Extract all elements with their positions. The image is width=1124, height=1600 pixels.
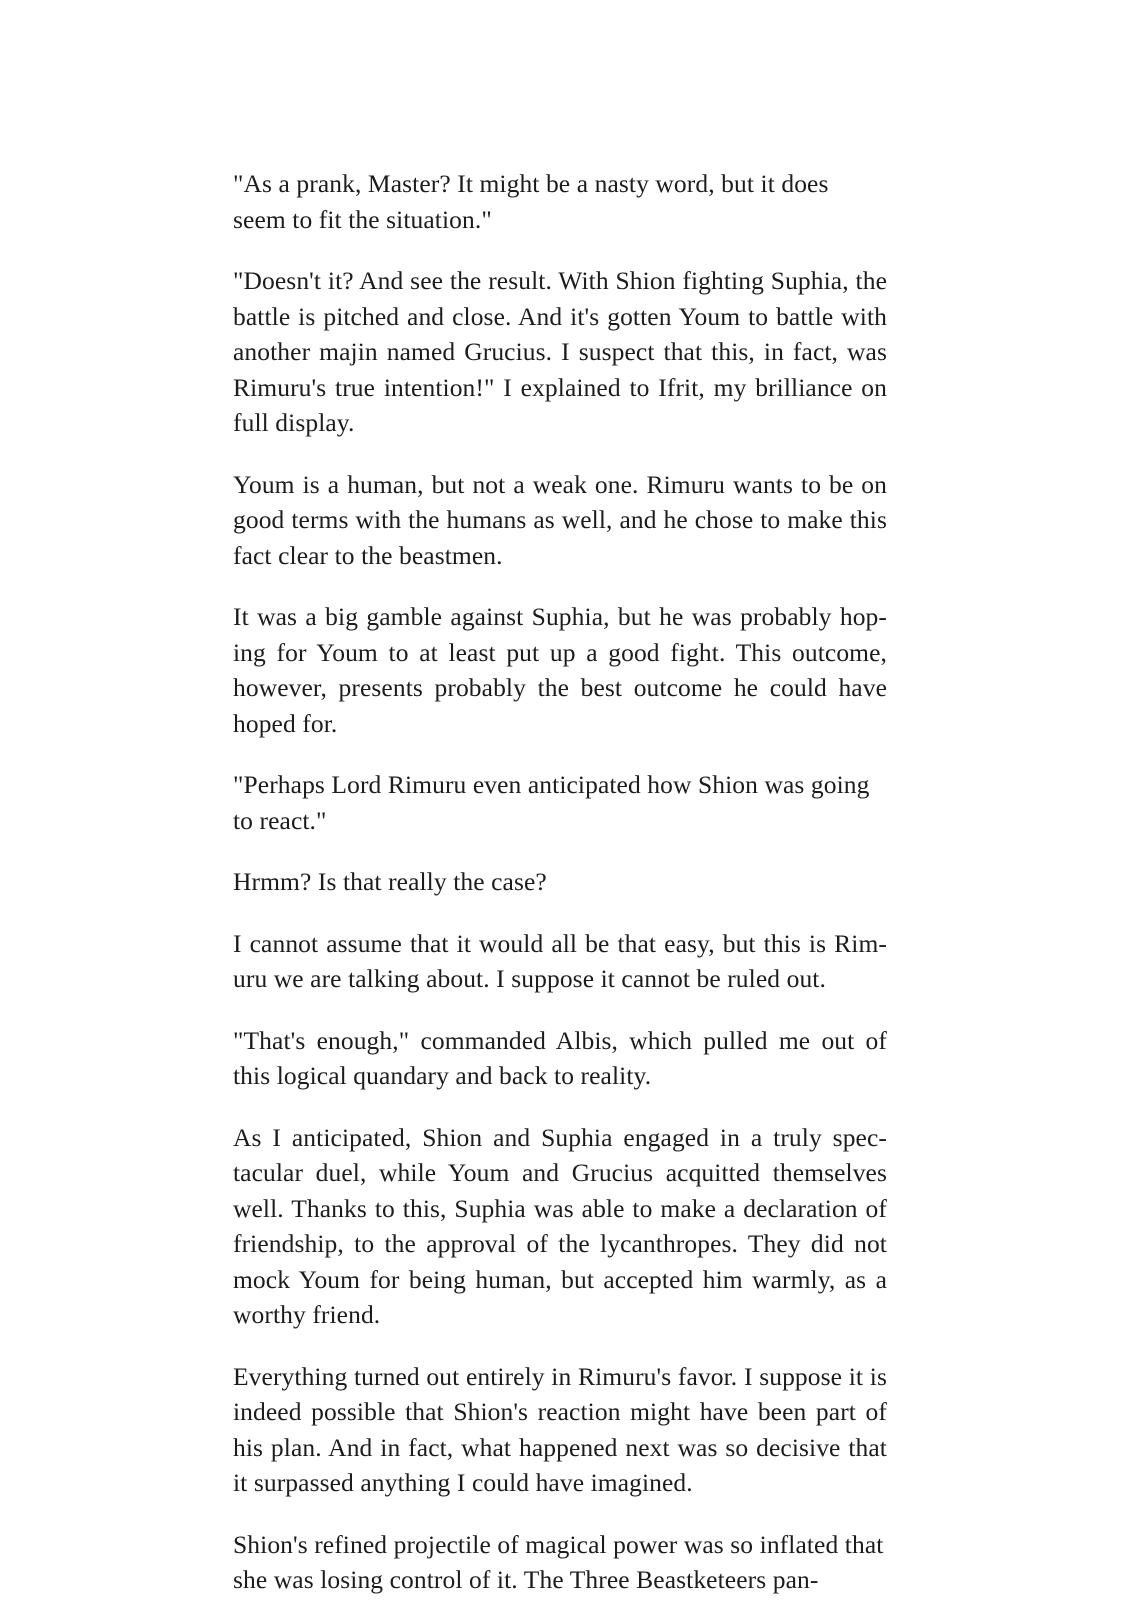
paragraph: Everything turned out entirely in Rimuru's favor. I suppose it is indeed possible that Shion's reaction might have been part of his plan. And in fact, what happened next was so decisive that it surpassed anything I could have imagined. (233, 1361, 887, 1497)
paragraph: Hrmm? Is that really the case? (233, 867, 547, 896)
paragraph: It was a big gamble against Suphia, but he was probably hop-ing for Youm to at least put up a good fight. This outcome, however, presents probably the best outcome he could have hoped for. (233, 602, 887, 738)
paragraph: I cannot assume that it would all be that easy, but this is Rim-uru we are talking about. I suppose it cannot be ruled out. (233, 928, 887, 993)
paragraph: "Perhaps Lord Rimuru even anticipated how Shion was going to react." (233, 770, 870, 835)
paragraph: "As a prank, Master? It might be a nasty word, but it does seem to fit the situation." (233, 169, 829, 234)
paragraph: "Doesn't it? And see the result. With Shion fighting Suphia, the battle is pitched and close. And it's gotten Youm to battle with another majin named Grucius. I suspect that this, in fact, was Rimuru's true intention!" I explained to Ifrit, my brilliance on full display. (233, 266, 887, 437)
paragraph: Youm is a human, but not a weak one. Rimuru wants to be on good terms with the humans as well, and he chose to make this fact clear to the beastmen. (233, 469, 887, 570)
paragraph: Shion's refined projectile of magical power was so inflated that she was losing control of it. The Three Beastketeers pan- (233, 1529, 884, 1594)
body-text-column (233, 166, 887, 1598)
paragraph: "That's enough," commanded Albis, which pulled me out of this logical quandary and back to reality. (233, 1025, 887, 1090)
paragraph: As I anticipated, Shion and Suphia engaged in a truly spec-tacular duel, while Youm and Grucius acquitted themselves well. Thanks to this, Suphia was able to make a declaration of friendship, to the approval of the lycanthropes. They did not mock Youm for being human, but accepted him warmly, as a worthy friend. (233, 1122, 887, 1329)
